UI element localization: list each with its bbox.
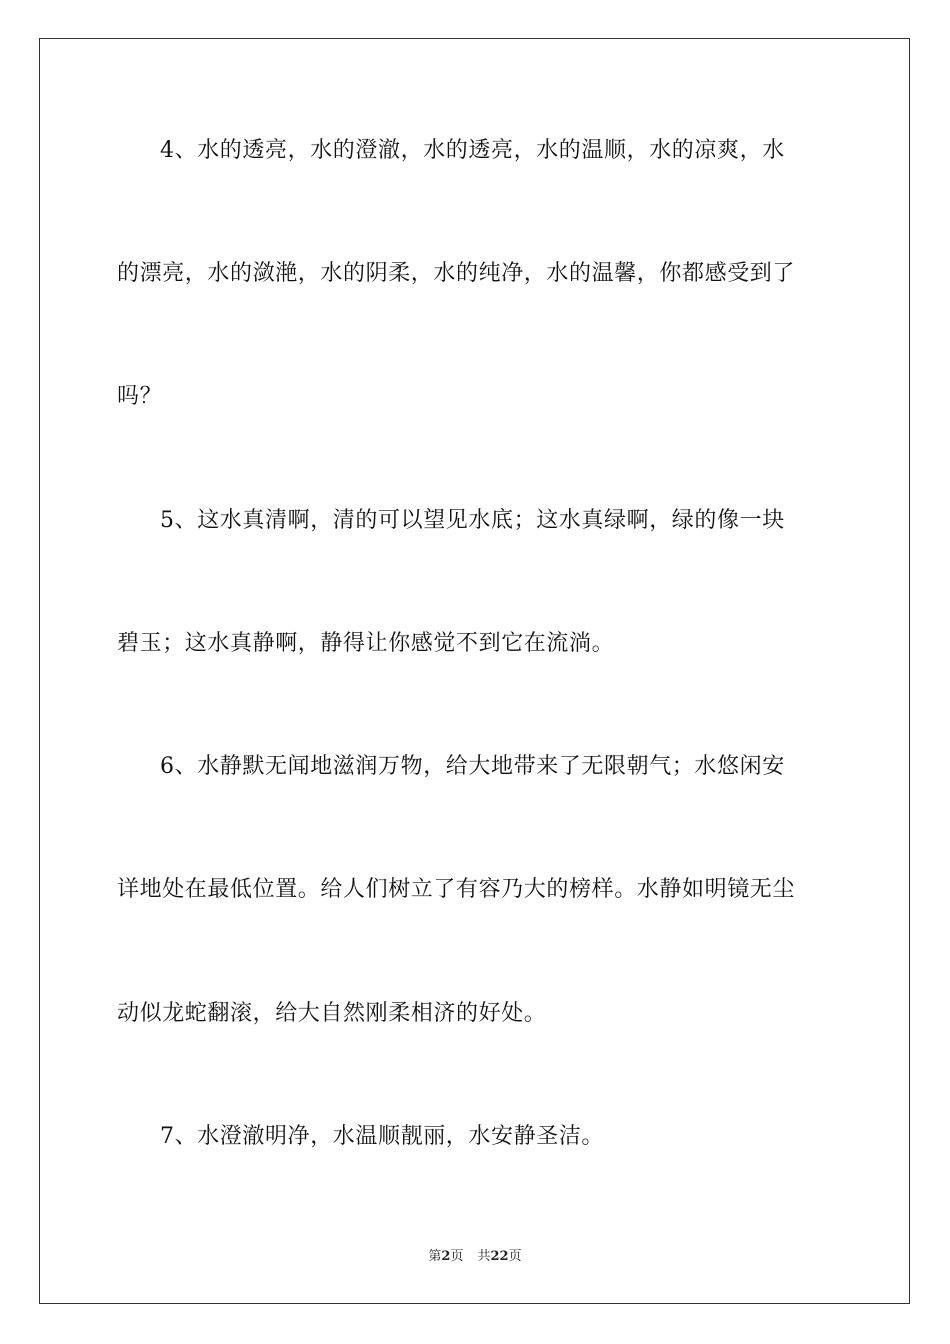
paragraph-6-line-3: 动似龙蛇翻滚，给大自然刚柔相济的好处。 [117, 1001, 547, 1026]
footer-total-suffix: 页 [508, 1249, 522, 1264]
paragraph-6-line-1: 6、水静默无闻地滋润万物，给大地带来了无限朝气；水悠闲安 [160, 754, 785, 779]
footer-page-suffix: 页 [450, 1249, 464, 1264]
paragraph-4-line-3: 吗？ [117, 384, 163, 409]
paragraph-4-line-1: 4、水的透亮，水的澄澈，水的透亮，水的温顺，水的凉爽，水 [160, 138, 785, 163]
footer-page-total: 22 [490, 1249, 509, 1264]
paragraph-5-line-1: 5、这水真清啊，清的可以望见水底；这水真绿啊，绿的像一块 [160, 508, 785, 533]
footer-page-current: 2 [441, 1249, 451, 1264]
footer-page-prefix: 第 [428, 1249, 442, 1264]
page-frame [39, 38, 910, 1304]
paragraph-7-line-1: 7、水澄澈明净，水温顺靓丽，水安静圣洁。 [160, 1124, 604, 1149]
page-footer [0, 1248, 950, 1266]
paragraph-4-line-2: 的漂亮，水的潋滟，水的阴柔，水的纯净，水的温馨，你都感受到了 [117, 261, 796, 286]
footer-total-prefix: 共 [477, 1249, 491, 1264]
paragraph-6-line-2: 详地处在最低位置。给人们树立了有容乃大的榜样。水静如明镜无尘 [117, 877, 796, 902]
paragraph-5-line-2: 碧玉；这水真静啊，静得让你感觉不到它在流淌。 [117, 631, 615, 656]
